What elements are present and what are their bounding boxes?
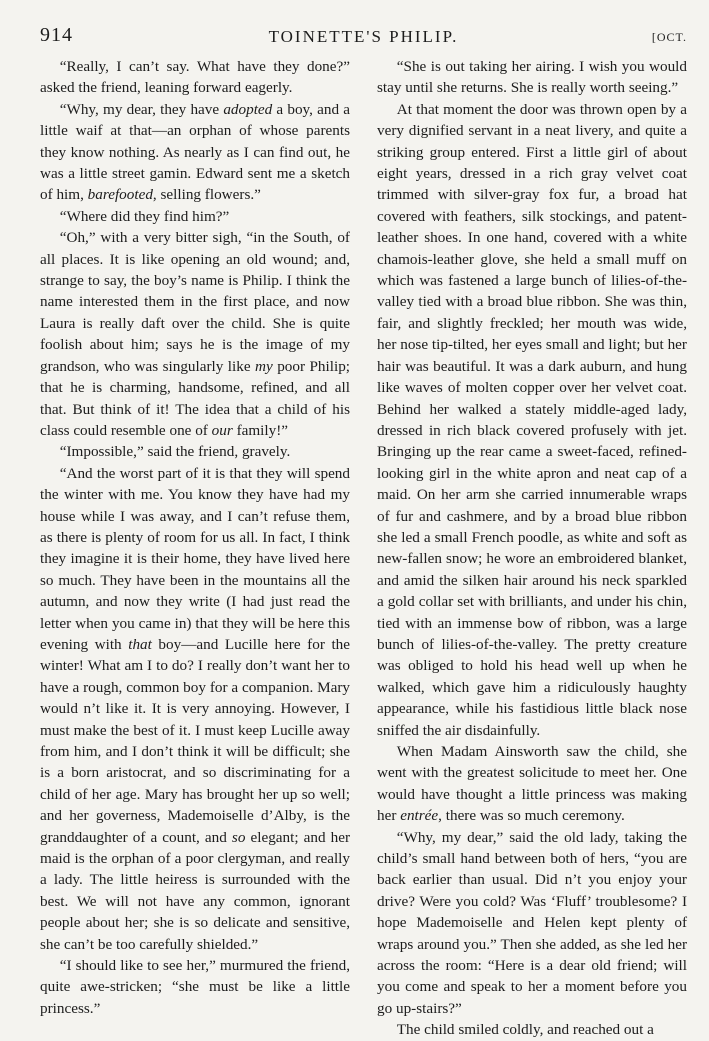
paragraph [40,99,350,206]
paragraph [377,741,687,827]
text-run: “I should like to see her,” murmured the friend, quite awe-stricken; “she must be like a little princess.” [40,957,350,1017]
paragraph [377,1019,687,1040]
text-run: The child smiled coldly, and reached out a [396,1021,654,1039]
text-run: “Where did they find him?” [59,207,230,225]
text-run: “She is out taking her airing. I wish you would stay until she returns. She is really worth seeing.” [377,58,687,97]
month-label: [OCT. [651,30,687,44]
paragraph [377,99,687,741]
text-run: “And the worst part of it is that they will spend the winter with me. You know they have had my house while I was away, and I can’t refuse them, as there is plenty of room for us all. In fact, I think they imagine it is their home, they have lived here so much. They have been in the mountains all the autumn, and now they write (I had just read the letter when you came in) that they will be here this evening with [40,464,350,653]
paragraph [40,56,350,99]
paragraph [377,827,687,1020]
text-run: , there was so much ceremony. [438,807,625,825]
paragraph [40,955,350,1019]
text-run: elegant; and her maid is the orphan of a poor clergyman, and really a lady. The little heiress is surrounded with the best. We will not have any common, ignorant people about her; she is so delicate and sensitive, she can’t be too carefully shielded.” [40,828,351,953]
paragraph [40,463,350,955]
text-run: a boy, and a little waif at that—an orphan of whose parents they know nothing. As nearly as I can find out, he was a little street gamin. Edward sent me a sketch of him, [40,100,350,204]
text-run: , selling flowers.” [152,186,261,204]
italic-text: that [128,635,152,653]
right-column [377,56,687,1041]
italic-text: my [255,357,273,375]
text-run: “Really, I can’t say. What have they done?” asked the friend, leaning forward eagerly. [40,58,350,97]
italic-text: so [231,828,246,846]
page-number: 914 [40,24,73,46]
running-header [40,24,687,50]
paragraph [40,227,350,441]
text-run: “Why, my dear,” said the old lady, taking the child’s small hand between both of hers, “you are back earlier than usual. Did n’t you enjoy your drive? Were you cold? Was ‘Fluff’ troublesome? I hope Mademoiselle and Helen kept plenty of wraps around you.” Then she added, as she led her across the room: “Here is a dear old friend; will you come and speak to her a moment before you go up-stairs?” [377,828,687,1017]
paragraph [40,206,350,227]
italic-text: barefooted [87,186,153,204]
text-run: family!” [232,421,289,439]
italic-text: adopted [223,100,273,118]
text-run: When Madam Ainsworth saw the child, she went with the greatest solicitude to meet her. One would have thought a little princess was making her [377,743,687,825]
text-run: poor Philip; that he is charming, handsome, refined, and all that. But think of it! The idea that a child of his class could resemble one of [40,357,351,439]
italic-text: entrée [400,807,439,825]
text-run: At that moment the door was thrown open by a very dignified servant in a neat livery, and quite a striking group entered. First a little girl of about eight years, dressed in a rich gray velvet coat trimmed with silver-gray fox fur, a broad hat covered with feathers, silk stockings, and patent-leather shoes. In one hand, covered with a white chamois-leather glove, she held a small muff on which was fastened a large bunch of lilies-of-the-valley tied with a broad blue ribbon. She was thin, fair, and slightly freckled; her mouth was wide, her nose tip-tilted, her eyes small and light; but her hair was beautiful. It was a dark auburn, and hung like waves of molten copper over her velvet coat. Behind her walked a stately middle-aged lady, dressed in rich black covered profusely with jet. Bringing up the rear came a sweet-faced, refined-looking girl in the white apron and neat cap of a maid. On her arm she carried innumerable wraps of fur and cashmere, and by a broad blue ribbon she led a small French poodle, as white and soft as new-fallen snow; he wore an embroidered blanket, and amid the silken hair around his neck sparkled a gold collar set with brilliants, and under his chin, tied with an immense bow of ribbon, was a large bunch of lilies-of-the-valley. The pretty creature was obliged to hold his head well up when he walked, which gave him a ridiculously haughty appearance, while his fastidious little black nose sniffed the air disdainfully. [377,100,687,739]
text-run: “Why, my dear, they have [59,100,224,118]
running-title: TOINETTE'S PHILIP. [268,27,459,46]
text-run: “Oh,” with a very bitter sigh, “in the South, of all places. It is like opening an old wound; and, strange to say, the boy’s name is Philip. I think the name interested them in the first place, and now Laura is really daft over the child. She is quite foolish about him; says he is the image of my grandson, who was singularly like [40,229,350,375]
italic-text: our [211,421,233,439]
paragraph [40,441,350,462]
text-run: boy—and Lucille here for the winter! What am I to do? I really don’t want her to have a rough, common boy for a companion. Mary would n’t like it. It is very annoying. However, I must make the best of it. I must keep Lucille away from him, and I don’t think it will be difficult; she is a born aristocrat, and so discriminating for a child of her age. Mary has brought her up so well; and her governess, Mademoiselle d’Alby, is the granddaughter of a count, and [40,635,350,846]
paragraph [377,56,687,99]
text-run: “Impossible,” said the friend, gravely. [59,443,291,461]
left-column [40,56,350,1019]
